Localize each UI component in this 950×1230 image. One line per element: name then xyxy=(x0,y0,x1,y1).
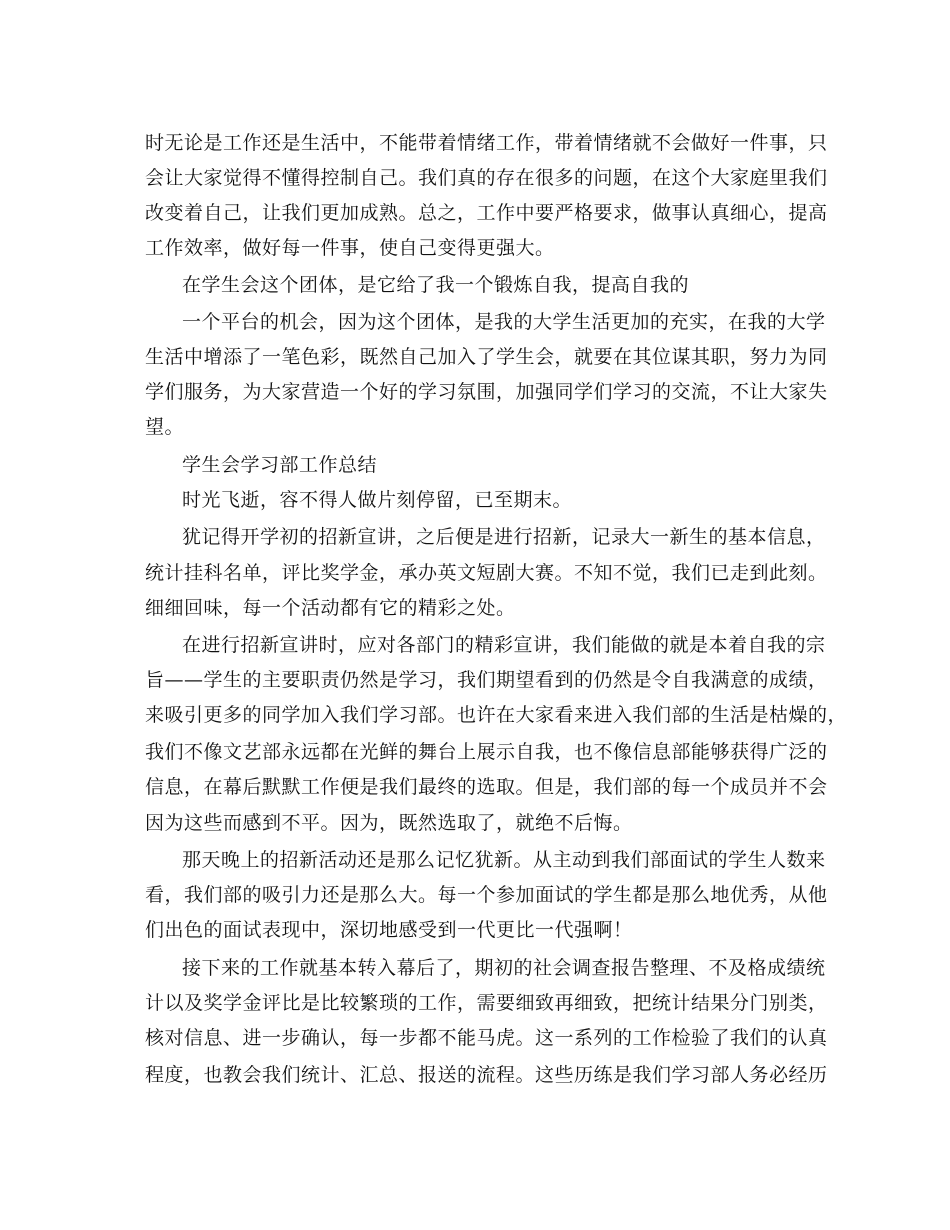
paragraph-line: 们出色的面试表现中，深切地感受到一代更比一代强啊！ xyxy=(145,919,633,941)
paragraph-line: 时光飞逝，容不得人做片刻停留，已至期末。 xyxy=(182,489,573,511)
paragraph-line: 计以及奖学金评比是比较繁琐的工作，需要细致再细致，把统计结果分门别类， xyxy=(145,992,828,1014)
paragraph-line: 看，我们部的吸引力还是那么大。每一个参加面试的学生都是那么地优秀，从他 xyxy=(145,884,828,906)
paragraph-line: 信息，在幕后默默工作便是我们最终的选取。但是，我们部的每一个成员并不会 xyxy=(145,776,828,798)
paragraph-line: 程度，也教会我们统计、汇总、报送的流程。这些历练是我们学习部人务必经历 xyxy=(145,1064,828,1086)
paragraph-line: 望。 xyxy=(145,416,185,438)
section-heading: 学生会学习部工作总结 xyxy=(182,454,378,476)
paragraph-line: 在进行招新宣讲时，应对各部门的精彩宣讲，我们能做的就是本着自我的宗 xyxy=(182,634,826,656)
paragraph-line: 我们不像文艺部永远都在光鲜的舞台上展示自我，也不像信息部能够获得广泛的 xyxy=(145,741,828,763)
paragraph-line: 那天晚上的招新活动还是那么记忆犹新。从主动到我们部面试的学生人数来 xyxy=(182,849,826,871)
paragraph-line: 在学生会这个团体，是它给了我一个锻炼自我，提高自我的 xyxy=(182,274,690,296)
paragraph-line: 因为这些而感到不平。因为，既然选取了，就绝不后悔。 xyxy=(145,812,633,834)
paragraph-line: 改变着自己，让我们更加成熟。总之，工作中要严格要求，做事认真细心，提高 xyxy=(145,202,828,224)
paragraph-line: 来吸引更多的同学加入我们学习部。也许在大家看来进入我们部的生活是枯燥的， xyxy=(145,704,848,726)
paragraph-line: 会让大家觉得不懂得控制自己。我们真的存在很多的问题，在这个大家庭里我们 xyxy=(145,167,828,189)
paragraph-line: 接下来的工作就基本转入幕后了，期初的社会调查报告整理、不及格成绩统 xyxy=(182,957,826,979)
paragraph-line: 一个平台的机会，因为这个团体，是我的大学生活更加的充实，在我的大学 xyxy=(182,311,826,333)
paragraph-line: 犹记得开学初的招新宣讲，之后便是进行招新，记录大一新生的基本信息， xyxy=(182,526,826,548)
paragraph-line: 核对信息、进一步确认，每一步都不能马虎。这一系列的工作检验了我们的认真 xyxy=(145,1027,828,1049)
paragraph-line: 统计挂科名单，评比奖学金，承办英文短剧大赛。不知不觉，我们已走到此刻。 xyxy=(145,562,828,584)
paragraph-line: 时无论是工作还是生活中，不能带着情绪工作，带着情绪就不会做好一件事，只 xyxy=(145,132,828,154)
paragraph-line: 学们服务，为大家营造一个好的学习氛围，加强同学们学习的交流，不让大家失 xyxy=(145,381,828,403)
paragraph-line: 旨——学生的主要职责仍然是学习，我们期望看到的仍然是令自我满意的成绩， xyxy=(145,669,828,691)
paragraph-line: 细细回味，每一个活动都有它的精彩之处。 xyxy=(145,597,516,619)
paragraph-line: 工作效率，做好每一件事，使自己变得更强大。 xyxy=(145,237,555,259)
paragraph-line: 生活中增添了一笔色彩，既然自己加入了学生会，就要在其位谋其职，努力为同 xyxy=(145,346,828,368)
